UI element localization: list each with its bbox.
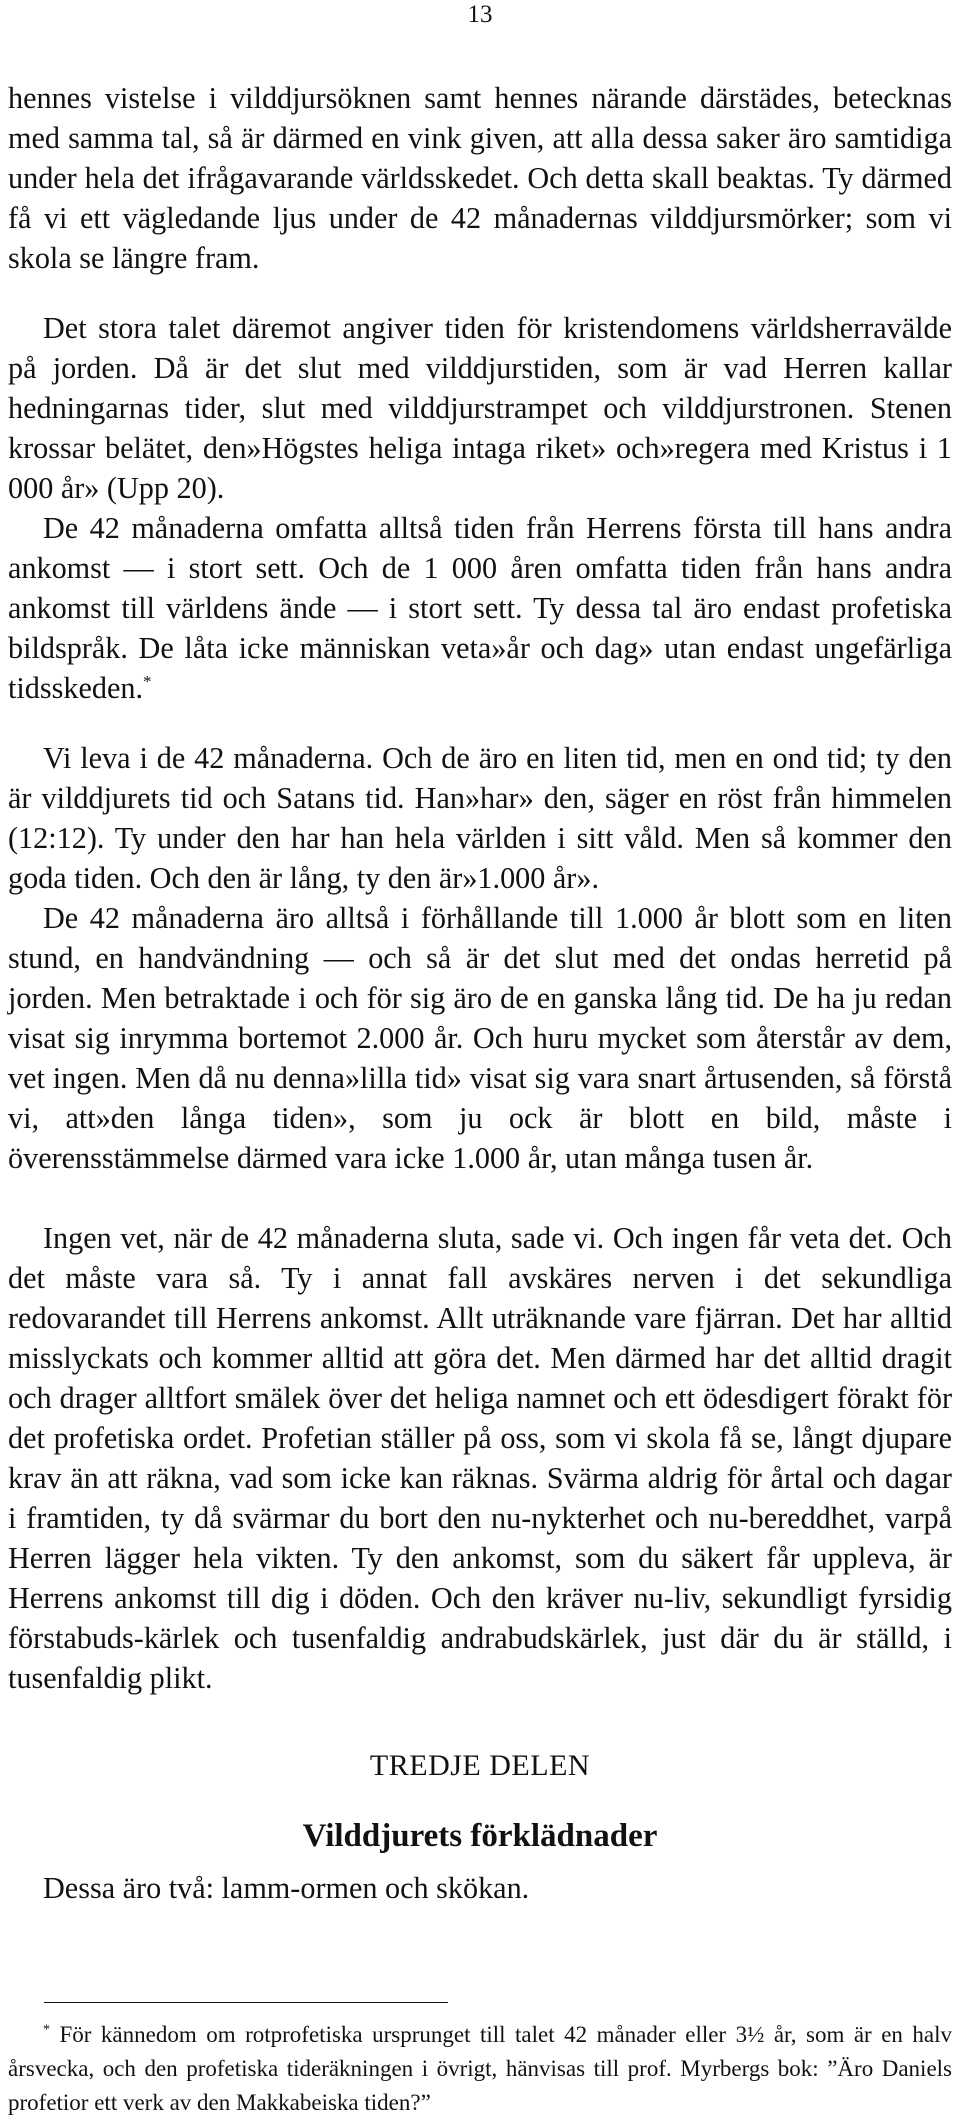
footnote <box>8 2018 952 2120</box>
paragraph-3 <box>8 508 952 708</box>
paragraph-5 <box>8 898 952 1178</box>
chapter-intro <box>8 1868 952 1908</box>
part-heading: TREDJE DELEN <box>369 1749 591 1782</box>
chapter-intro-text: Dessa äro två: lamm-ormen och skökan. <box>43 1871 530 1905</box>
footnote-text: För kännedom om rotprofetiska ursprunget till talet 42 månader eller 3½ år, som är en halv årsvecka, och den profetiska tideräkningen i övrigt, hänvisas till prof. Myrbergs bok: ”Äro Daniels profetior ett verk av den Makkabeiska tiden?” <box>8 2022 952 2115</box>
paragraph-2-text: Det stora talet däremot angiver tiden för kristendomens världsherravälde på jorden. Då är det slut med vilddjurstiden, som är vad Herren kallar hedningarnas tider, slut med vilddjurstrampet och vilddjurstronen. Stenen krossar belätet, den»Högstes heliga intaga riket» och»regera med Kristus i 1 000 år» (Upp 20). <box>8 311 952 505</box>
paragraph-2 <box>8 308 952 508</box>
chapter-title: Vilddjurets förklädnader <box>302 1818 658 1854</box>
paragraph-1-text: hennes vistelse i vilddjursöknen samt hennes närande därstädes, betecknas med samma tal, så är därmed en vink given, att alla dessa saker äro samtidiga under hela det ifrågavarande världsskedet. Och detta skall beaktas. Ty därmed få vi ett vägledande ljus under de 42 månadernas vilddjursmörker; som vi skola se längre fram. <box>8 81 952 275</box>
paragraph-6 <box>8 1218 952 1698</box>
paragraph-4-text: Vi leva i de 42 månaderna. Och de äro en liten tid, men en ond tid; ty den är vilddjurets tid och Satans tid. Han»har» den, säger en röst från himmelen (12:12). Ty under den har han hela världen i sitt våld. Men så kommer den goda tiden. Och den är lång, ty den är»1.000 år». <box>8 741 952 895</box>
footnote-divider <box>44 2002 448 2003</box>
paragraph-6-text: Ingen vet, när de 42 månaderna sluta, sade vi. Och ingen får veta det. Och det måste vara så. Ty i annat fall avskäres nerven i det sekundliga redovarandet till Herrens ankomst. Allt uträknande vare fjärran. Det har alltid misslyckats och kommer alltid att göra det. Men därmed har det alltid dragit och drager alltfort smälek över det heliga namnet och ett ödesdigert förakt för det profetiska ordet. Profetian ställer på oss, som vi skola få se, långt djupare krav än att räkna, vad som icke kan räknas. Svärma aldrig för årtal och dagar i framtiden, ty då svärmar du bort den nu-nykterhet och nu-bereddhet, varpå Herren lägger hela vikten. Ty den ankomst, som du säkert får uppleva, är Herrens ankomst till dig i döden. Och den kräver nu-liv, sekundligt fyrsidig förstabuds-kärlek och tusenfaldig andrabudskärlek, just där du är ställd, i tusenfaldig plikt. <box>8 1221 952 1695</box>
paragraph-3-text: De 42 månaderna omfatta alltså tiden från Herrens första till hans andra ankomst — i stort sett. Och de 1 000 åren omfatta tiden från hans andra ankomst till världens ände — i stort sett. Ty dessa tal äro endast profetiska bildspråk. De låta icke människan veta»år och dag» utan endast ungefärliga tidsskeden. <box>8 511 952 705</box>
footnote-reference[interactable]: * <box>143 671 152 691</box>
page-number: 13 <box>467 1 493 28</box>
paragraph-4 <box>8 738 952 898</box>
footnote-marker: * <box>43 2022 50 2038</box>
paragraph-5-text: De 42 månaderna äro alltså i förhållande till 1.000 år blott som en liten stund, en handvändning — och så är det slut med det ondas herretid på jorden. Men betraktade i och för sig äro de en ganska lång tid. De ha ju redan visat sig inrymma bortemot 2.000 år. Och huru mycket som återstår av dem, vet ingen. Men då nu denna»lilla tid» visat sig vara snart årtusenden, så förstå vi, att»den långa tiden», som ju ock är blott en bild, måste i överensstämmelse därmed vara icke 1.000 år, utan många tusen år. <box>8 901 952 1175</box>
paragraph-1 <box>8 78 952 278</box>
